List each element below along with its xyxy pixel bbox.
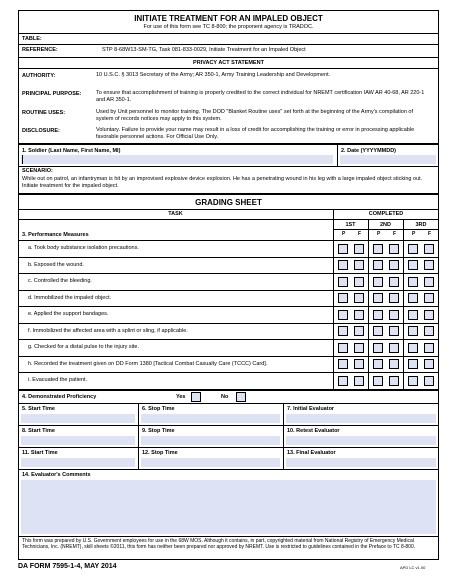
scenario-text: While out on patrol, an infantryman is hit by an improvised explosive device explosion. He has a penetrating wound in his leg with a large impaled object sticking out. Initiate treatment for the impaled object. (22, 176, 423, 189)
measure-a-attempt1-f-checkbox[interactable] (354, 244, 364, 254)
measure-c-attempt3-f-checkbox[interactable] (424, 277, 434, 287)
proficiency-yes-label: Yes (176, 394, 186, 400)
measure-h-attempt2-f-checkbox[interactable] (389, 359, 399, 369)
measure-d-attempt3-p-checkbox[interactable] (408, 293, 418, 303)
pf-p-2: P (377, 231, 381, 237)
start-time-field-5[interactable] (21, 414, 135, 423)
measure-a-attempt3-p-checkbox[interactable] (408, 244, 418, 254)
measure-f-attempt3-p-checkbox[interactable] (408, 326, 418, 336)
measure-f-attempt3-f-checkbox[interactable] (424, 326, 434, 336)
date-field[interactable] (340, 155, 436, 164)
measure-d-attempt1-f-checkbox[interactable] (354, 293, 364, 303)
soldier-name-field[interactable] (21, 155, 333, 164)
performance-measure-b: b. Exposed the wound. (28, 261, 84, 268)
form-number: DA FORM 7595-1-4, MAY 2014 (18, 563, 117, 570)
disclosure-text: Voluntary. Failure to provide your name may result in a loss of credit for accomplishing the training or error in processing applicable favorable personnel actions. For Official Use Only. (96, 127, 415, 140)
field-label-6: 6. Stop Time (142, 406, 175, 412)
measure-g-attempt3-p-checkbox[interactable] (408, 343, 418, 353)
measure-c-attempt1-f-checkbox[interactable] (354, 277, 364, 287)
performance-measures-label: 3. Performance Measures (22, 232, 89, 238)
measure-g-attempt2-f-checkbox[interactable] (389, 343, 399, 353)
measure-h-attempt2-p-checkbox[interactable] (373, 359, 383, 369)
text-cursor (22, 155, 23, 164)
measure-e-attempt2-p-checkbox[interactable] (373, 310, 383, 320)
measure-c-attempt3-p-checkbox[interactable] (408, 277, 418, 287)
measure-i-attempt2-p-checkbox[interactable] (373, 376, 383, 386)
measure-a-attempt3-f-checkbox[interactable] (424, 244, 434, 254)
authority-label: AUTHORITY: (22, 73, 56, 79)
evaluator-field-13[interactable] (286, 458, 436, 467)
field-label-11: 11. Start Time (22, 450, 58, 456)
routine-uses-label: ROUTINE USES: (22, 110, 66, 116)
completed-header: COMPLETED (368, 211, 404, 217)
measure-a-attempt2-f-checkbox[interactable] (389, 244, 399, 254)
evaluator-field-10[interactable] (286, 436, 436, 445)
attempt-1st: 1ST (345, 222, 356, 228)
measure-i-attempt2-f-checkbox[interactable] (389, 376, 399, 386)
field-label-5: 5. Start Time (22, 406, 55, 412)
proficiency-label: 4. Demonstrated Proficiency (22, 394, 97, 400)
performance-measure-i: i. Evacuated the patient. (28, 377, 88, 383)
measure-b-attempt2-p-checkbox[interactable] (373, 260, 383, 270)
proficiency-yes-checkbox[interactable] (191, 392, 201, 402)
measure-b-attempt1-p-checkbox[interactable] (338, 260, 348, 270)
pf-f-1: F (358, 231, 362, 237)
purpose-label: PRINCIPAL PURPOSE: (22, 91, 82, 97)
field-label-13: 13. Final Evaluator (287, 450, 336, 456)
soldier-label: 1. Soldier (Last Name, First Name, MI) (22, 148, 121, 154)
measure-i-attempt1-f-checkbox[interactable] (354, 376, 364, 386)
performance-measure-a: a. Took body substance isolation precautions. (28, 245, 139, 251)
measure-d-attempt2-f-checkbox[interactable] (389, 293, 399, 303)
evaluator-field-7[interactable] (286, 414, 436, 423)
measure-b-attempt3-f-checkbox[interactable] (424, 260, 434, 270)
measure-c-attempt2-p-checkbox[interactable] (373, 277, 383, 287)
attempt-3rd: 3RD (415, 222, 427, 228)
form-version: APD LC v1.00 (400, 565, 426, 570)
measure-e-attempt1-p-checkbox[interactable] (338, 310, 348, 320)
comments-label: 14. Evaluator's Comments (22, 472, 91, 478)
measure-g-attempt2-p-checkbox[interactable] (373, 343, 383, 353)
measure-h-attempt1-p-checkbox[interactable] (338, 359, 348, 369)
disclosure-label: DISCLOSURE: (22, 128, 60, 134)
routine-uses-text: Used by Unit personnel to monitor training. The DOD "Blanket Routine uses" set forth at the beginning of the Army's compilation of system of records notices may apply to this system. (96, 109, 413, 122)
pf-f-3: F (428, 231, 432, 237)
start-time-field-11[interactable] (21, 458, 135, 467)
measure-d-attempt2-p-checkbox[interactable] (373, 293, 383, 303)
measure-e-attempt2-f-checkbox[interactable] (389, 310, 399, 320)
comments-field[interactable] (21, 480, 436, 534)
pf-p-3: P (412, 231, 416, 237)
performance-measure-h: h. Recorded the treatment given on DD Form 1380 [Tactical Combat Casualty Care (TCCC) Card]. (28, 360, 268, 367)
measure-f-attempt2-p-checkbox[interactable] (373, 326, 383, 336)
reference-label: REFERENCE: (22, 47, 58, 53)
measure-c-attempt2-f-checkbox[interactable] (389, 277, 399, 287)
field-label-7: 7. Initial Evaluator (287, 406, 335, 412)
table-label: TABLE: (22, 36, 42, 42)
field-label-10: 10. Retest Evaluator (287, 428, 340, 434)
measure-b-attempt3-p-checkbox[interactable] (408, 260, 418, 270)
pf-f-2: F (393, 231, 397, 237)
reference-value: STP 8-68W13-SM-TG, Task 081-833-0029, Initiate Treatment for an Impaled Object (102, 47, 306, 53)
footer-note: This form was prepared by U.S. Government employees for use in the 68W MOS. Although it contains, in part, copyrighted material from National Registry of Emergency Medical Technicians, Inc. (NREMT), skill sheets ©2011, this form has neither been prepared nor approved by NREMT. Use is restricted to guidelines contained in the Preface to TC 8-800. (22, 538, 416, 550)
field-label-12: 12. Stop Time (142, 450, 178, 456)
performance-measure-d: d. Immobilized the impaled object. (28, 294, 112, 301)
performance-measure-g: g. Checked for a distal pulse to the injury site. (28, 344, 139, 350)
measure-e-attempt1-f-checkbox[interactable] (354, 310, 364, 320)
scenario-label: SCENARIO: (22, 168, 53, 174)
measure-g-attempt1-p-checkbox[interactable] (338, 343, 348, 353)
measure-e-attempt3-p-checkbox[interactable] (408, 310, 418, 320)
measure-h-attempt1-f-checkbox[interactable] (354, 359, 364, 369)
measure-h-attempt3-f-checkbox[interactable] (424, 359, 434, 369)
measure-a-attempt2-p-checkbox[interactable] (373, 244, 383, 254)
date-label: 2. Date (YYYYMMDD) (341, 148, 397, 154)
purpose-text: To ensure that accomplishment of training is properly credited to the correct individual for NREMT certification IAW AR 40-68, AR 220-1 and AR 350-1. (96, 90, 425, 103)
stop-time-field-6[interactable] (141, 414, 280, 423)
privacy-heading: PRIVACY ACT STATEMENT (193, 60, 264, 66)
proficiency-no-label: No (221, 394, 229, 400)
measure-a-attempt1-p-checkbox[interactable] (338, 244, 348, 254)
performance-measure-c: c. Controlled the bleeding. (28, 278, 92, 284)
form-title: INITIATE TREATMENT FOR AN IMPALED OBJECT (134, 14, 323, 23)
measure-d-attempt1-p-checkbox[interactable] (338, 293, 348, 303)
measure-b-attempt2-f-checkbox[interactable] (389, 260, 399, 270)
performance-measure-e: e. Applied the support bandages. (28, 311, 109, 317)
measure-e-attempt3-f-checkbox[interactable] (424, 310, 434, 320)
performance-measure-f: f. Immobilized the affected area with a splint or sling, if applicable. (28, 327, 188, 334)
measure-i-attempt3-f-checkbox[interactable] (424, 376, 434, 386)
grading-sheet-title: GRADING SHEET (195, 198, 262, 207)
measure-h-attempt3-p-checkbox[interactable] (408, 359, 418, 369)
proficiency-no-checkbox[interactable] (236, 392, 246, 402)
start-time-field-8[interactable] (21, 436, 135, 445)
measure-i-attempt1-p-checkbox[interactable] (338, 376, 348, 386)
field-label-9: 9. Stop Time (142, 428, 175, 434)
task-header: TASK (168, 211, 183, 217)
stop-time-field-12[interactable] (141, 458, 280, 467)
field-label-8: 8. Start Time (22, 428, 55, 434)
measure-g-attempt1-f-checkbox[interactable] (354, 343, 364, 353)
attempt-2nd: 2ND (379, 222, 391, 228)
measure-c-attempt1-p-checkbox[interactable] (338, 277, 348, 287)
measure-b-attempt1-f-checkbox[interactable] (354, 260, 364, 270)
authority-text: 10 U.S.C. § 3013 Secretary of the Army; AR 350-1, Army Training Leadership and Development. (96, 72, 331, 78)
measure-d-attempt3-f-checkbox[interactable] (424, 293, 434, 303)
measure-i-attempt3-p-checkbox[interactable] (408, 376, 418, 386)
stop-time-field-9[interactable] (141, 436, 280, 445)
measure-f-attempt1-f-checkbox[interactable] (354, 326, 364, 336)
pf-p-1: P (342, 231, 346, 237)
form-subtitle: For use of this form see TC 8-800; the proponent agency is TRADOC. (143, 24, 314, 30)
measure-g-attempt3-f-checkbox[interactable] (424, 343, 434, 353)
measure-f-attempt1-p-checkbox[interactable] (338, 326, 348, 336)
measure-f-attempt2-f-checkbox[interactable] (389, 326, 399, 336)
